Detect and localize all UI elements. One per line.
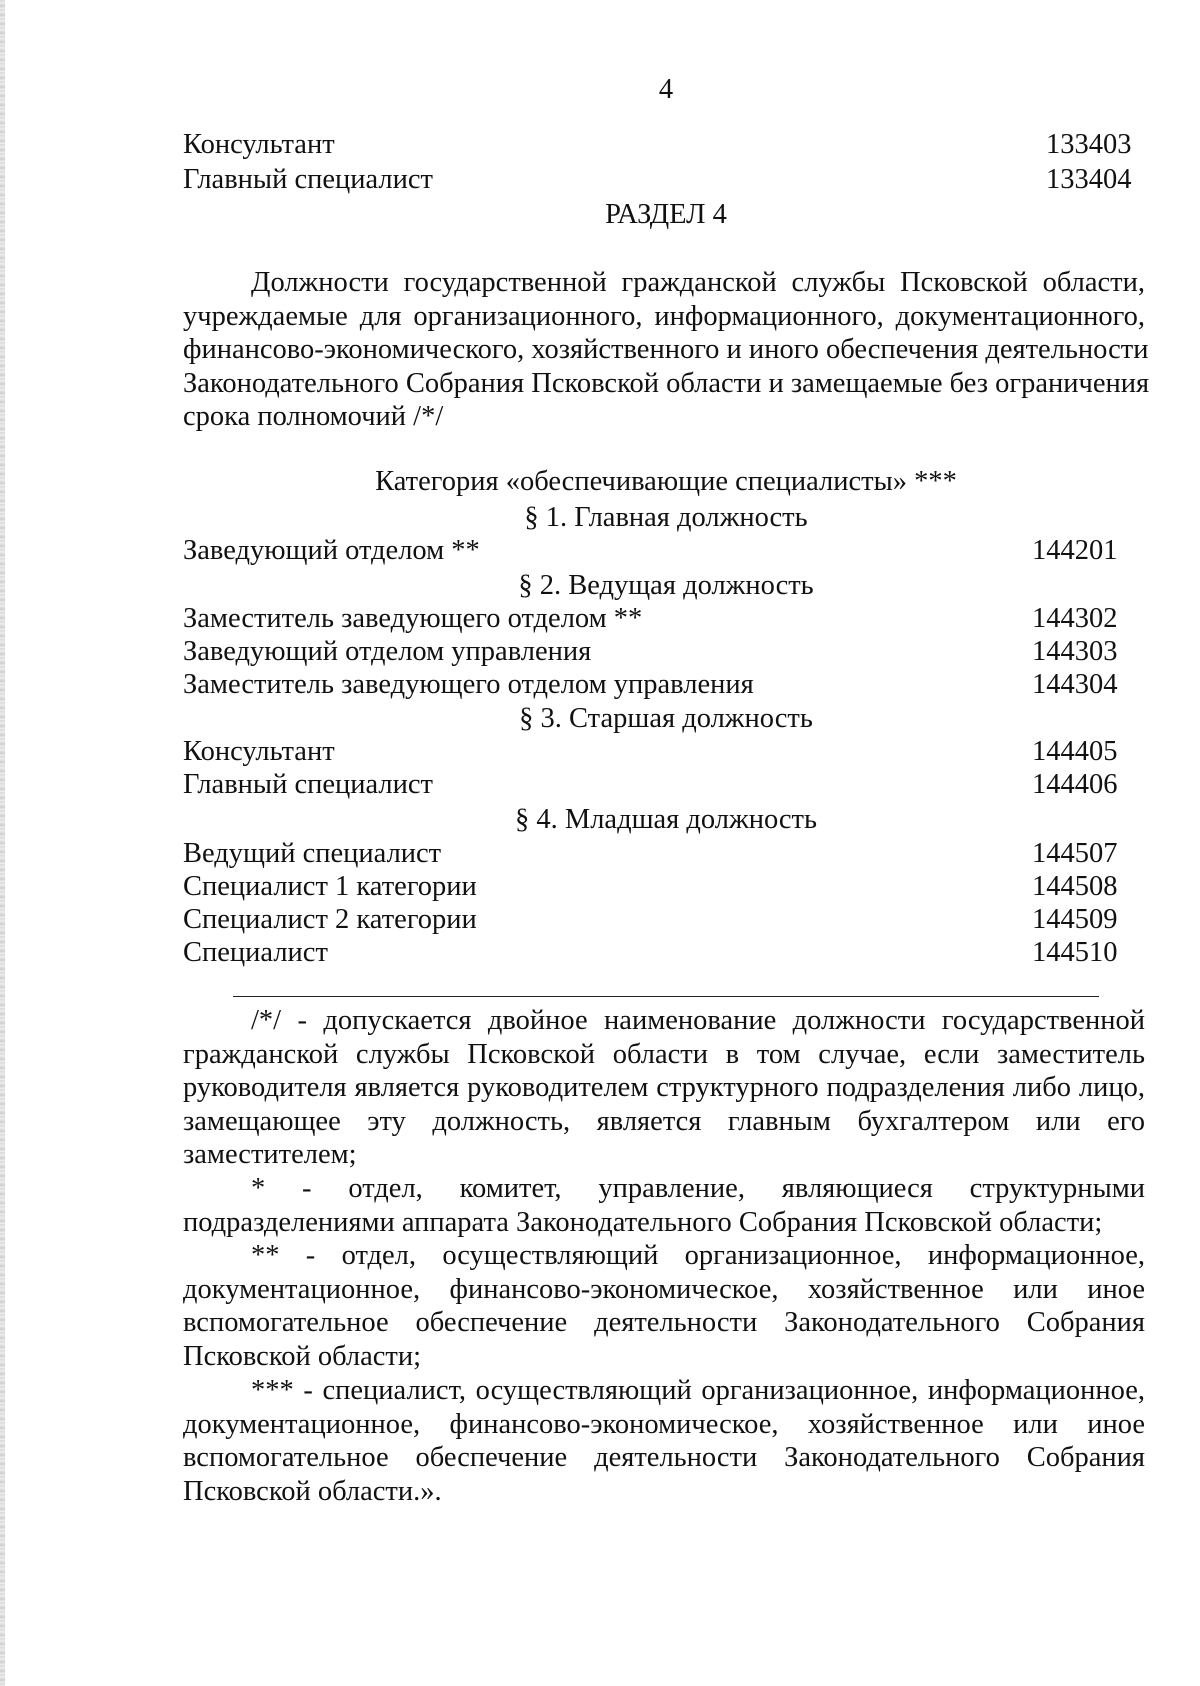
- footnote-line: Псковской области;: [183, 1340, 422, 1372]
- footnote-divider: [233, 996, 1099, 997]
- footnote-line: гражданской службы Псковской области в том случае, если заместитель: [183, 1038, 1145, 1070]
- footnote-line: подразделениями аппарата Законодательного Собрания Псковской области;: [183, 1206, 1103, 1238]
- position-title: Ведущий специалист: [183, 838, 442, 869]
- paragraph-line: финансово-экономического, хозяйственного и иного обеспечения деятельности: [183, 334, 1149, 365]
- footnote-line: документационное, финансово-экономическое, хозяйственное или иное: [183, 1273, 1145, 1305]
- footnote-line: замещающее эту должность, является главным бухгалтером или его: [183, 1105, 1145, 1137]
- position-title: Заместитель заведующего отделом **: [183, 603, 643, 634]
- position-title: Консультант: [183, 129, 335, 160]
- paragraph-line: учреждаемые для организационного, информационного, документационного,: [183, 300, 1145, 332]
- footnote-line: Псковской области.».: [183, 1475, 442, 1507]
- position-code: 133403: [1046, 129, 1132, 160]
- footnote-line: ** - отдел, осуществляющий организационное, информационное,: [251, 1240, 1145, 1271]
- position-code: 133404: [1046, 164, 1132, 195]
- position-title: Заведующий отделом **: [183, 535, 480, 566]
- footnote-line: * - отдел, комитет, управление, являющиеся структурными: [251, 1173, 1145, 1204]
- footnote: [183, 1374, 1145, 1508]
- footnote-line: документационное, финансово-экономическое, хозяйственное или иное: [183, 1408, 1145, 1440]
- paragraph-line: Должности государственной гражданской службы Псковской области,: [251, 267, 1145, 298]
- position-code: 144507: [1032, 838, 1118, 869]
- scan-edge: [0, 0, 5, 1686]
- position-title: Консультант: [183, 736, 335, 767]
- position-title: Главный специалист: [183, 164, 433, 195]
- position-code: 144303: [1032, 636, 1118, 667]
- position-title: Заместитель заведующего отделом управления: [183, 669, 754, 700]
- position-title: Главный специалист: [183, 769, 433, 800]
- position-code: 144406: [1032, 769, 1118, 800]
- footnote-line: вспомогательное обеспечение деятельности Законодательного Собрания: [183, 1307, 1145, 1338]
- position-title: Специалист 2 категории: [183, 904, 477, 935]
- position-code: 144509: [1032, 904, 1118, 935]
- footnote-line: руководителя является руководителем структурного подразделения либо лицо,: [183, 1072, 1145, 1103]
- footnote: [183, 1239, 1145, 1373]
- category-heading: Категория «обеспечивающие специалисты» ***: [375, 466, 957, 497]
- group-heading: § 1. Главная должность: [524, 502, 808, 533]
- position-code: 144304: [1032, 669, 1118, 700]
- footnote-line: /*/ - допускается двойное наименование должности государственной: [251, 1005, 1145, 1036]
- footnote-line: заместителем;: [183, 1139, 357, 1170]
- position-code: 144201: [1032, 535, 1118, 566]
- position-code: 144510: [1032, 937, 1118, 968]
- footnote: [183, 1172, 1145, 1239]
- footnote: [183, 1004, 1145, 1172]
- position-code: 144302: [1032, 603, 1118, 634]
- section-description: [183, 266, 1150, 434]
- position-code: 144405: [1032, 736, 1118, 767]
- position-code: 144508: [1032, 871, 1118, 902]
- page-number: 4: [658, 74, 674, 105]
- section-heading: РАЗДЕЛ 4: [605, 199, 727, 230]
- footnote-line: *** - специалист, осуществляющий организационное, информационное,: [251, 1375, 1145, 1406]
- group-heading: § 3. Старшая должность: [519, 703, 813, 734]
- paragraph-line: срока полномочий /*/: [183, 401, 444, 432]
- group-heading: § 2. Ведущая должность: [518, 570, 814, 601]
- position-title: Специалист 1 категории: [183, 871, 477, 902]
- position-title: Специалист: [183, 937, 328, 968]
- paragraph-line: Законодательного Собрания Псковской области и замещаемые без ограничения: [183, 367, 1150, 399]
- position-title: Заведующий отделом управления: [183, 636, 592, 667]
- group-heading: § 4. Младшая должность: [514, 804, 818, 835]
- footnote-line: вспомогательное обеспечение деятельности Законодательного Собрания: [183, 1442, 1145, 1473]
